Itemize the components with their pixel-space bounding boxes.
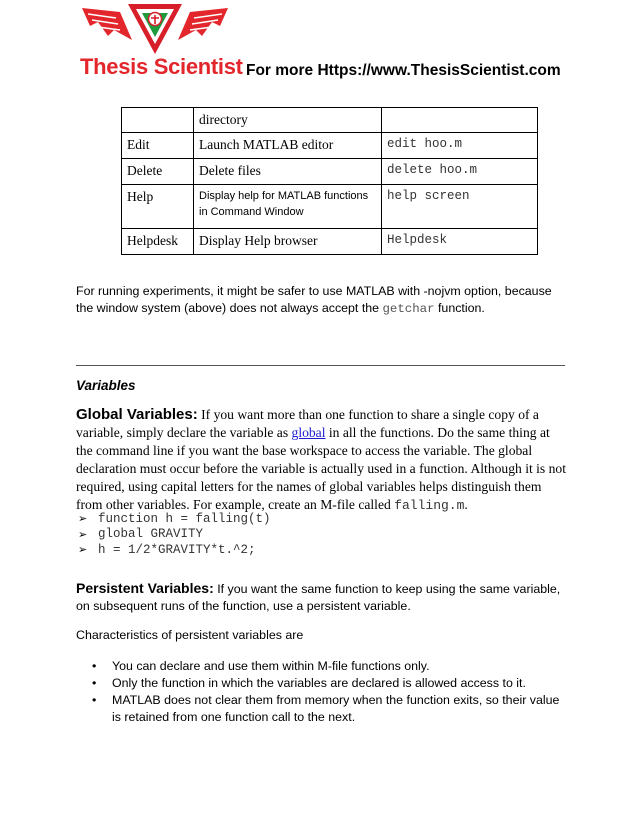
code-example-list bbox=[78, 511, 271, 558]
arrow-bullet-icon: ➢ bbox=[78, 527, 88, 541]
cell-example: Helpdesk bbox=[382, 229, 538, 255]
table-row bbox=[122, 159, 538, 185]
divider bbox=[76, 365, 565, 366]
cell-command: Delete bbox=[122, 159, 194, 185]
list-item bbox=[76, 692, 566, 726]
code-text: function h = falling(t) bbox=[98, 511, 271, 526]
cell-description: Delete files bbox=[194, 159, 382, 185]
site-link[interactable]: For more Https://www.ThesisScientist.com bbox=[246, 62, 561, 79]
persistent-variables-lead: Persistent Variables: bbox=[76, 580, 214, 596]
list-item-text: MATLAB does not clear them from memory when the function exits, so their value is retained from one function call to the next. bbox=[112, 693, 560, 724]
table-row bbox=[122, 108, 538, 133]
code-text: h = 1/2*GRAVITY*t.^2; bbox=[98, 542, 256, 557]
table-row bbox=[122, 185, 538, 229]
winged-shield-logo-icon bbox=[80, 0, 230, 58]
bullet-icon: • bbox=[92, 676, 97, 690]
brand-name: Thesis Scientist bbox=[80, 54, 243, 79]
inline-code: getchar bbox=[382, 302, 435, 316]
global-text: If you want more than one function to share a single copy of a variable, simply declare the variable as bbox=[76, 407, 539, 440]
cell-command bbox=[122, 108, 194, 133]
inline-filename: falling.m bbox=[394, 498, 465, 513]
running-text-end: function. bbox=[434, 301, 485, 315]
running-text: For running experiments, it might be safer to use MATLAB with -nojvm option, because the window system (above) does not always accept the bbox=[76, 284, 552, 315]
code-line bbox=[78, 511, 271, 527]
table-row bbox=[122, 229, 538, 255]
cell-example: edit hoo.m bbox=[382, 133, 538, 159]
bullet-icon: • bbox=[92, 693, 97, 707]
code-text: global GRAVITY bbox=[98, 527, 204, 542]
list-item-text: You can declare and use them within M-file functions only. bbox=[112, 659, 430, 673]
section-heading: Variables bbox=[76, 378, 136, 393]
code-line bbox=[78, 542, 271, 558]
cell-command: Help bbox=[122, 185, 194, 229]
cell-command: Helpdesk bbox=[122, 229, 194, 255]
global-variables-lead: Global Variables: bbox=[76, 406, 198, 423]
arrow-bullet-icon: ➢ bbox=[78, 512, 88, 526]
arrow-bullet-icon: ➢ bbox=[78, 543, 88, 557]
cell-example bbox=[382, 108, 538, 133]
cell-command: Edit bbox=[122, 133, 194, 159]
characteristics-intro: Characteristics of persistent variables are bbox=[76, 628, 304, 642]
list-item-text: Only the function in which the variables are declared is allowed access to it. bbox=[112, 676, 526, 690]
cell-example: delete hoo.m bbox=[382, 159, 538, 185]
table-row bbox=[122, 133, 538, 159]
list-item bbox=[76, 675, 566, 692]
running-paragraph bbox=[76, 283, 564, 318]
global-text-end: . bbox=[464, 497, 468, 512]
persistent-text: If you want the same function to keep using the same variable, on subsequent runs of the function, use a persistent variable. bbox=[76, 582, 561, 613]
cell-description: Launch MATLAB editor bbox=[194, 133, 382, 159]
global-link[interactable]: global bbox=[291, 425, 326, 440]
characteristics-list bbox=[76, 658, 566, 726]
cell-description: Display Help browser bbox=[194, 229, 382, 255]
persistent-variables-paragraph bbox=[76, 580, 564, 615]
cell-example: help screen bbox=[382, 185, 538, 229]
thesis-scientist-logo bbox=[76, 0, 243, 80]
cell-description: Display help for MATLAB functions in Command Window bbox=[194, 185, 382, 229]
global-text-cont: in all the functions. Do the same thing at the command line if you want the base workspace to access the variable. The global declaration must occur before the variable is actually used in a function. Although it is not required, using capital letters for the names of global variables helps distinguish them from other variables. For example, create an M-file called bbox=[76, 425, 566, 512]
global-variables-paragraph bbox=[76, 406, 566, 515]
command-table bbox=[121, 107, 538, 255]
code-line bbox=[78, 527, 271, 543]
bullet-icon: • bbox=[92, 659, 97, 673]
cell-description: directory bbox=[194, 108, 382, 133]
list-item bbox=[76, 658, 566, 675]
